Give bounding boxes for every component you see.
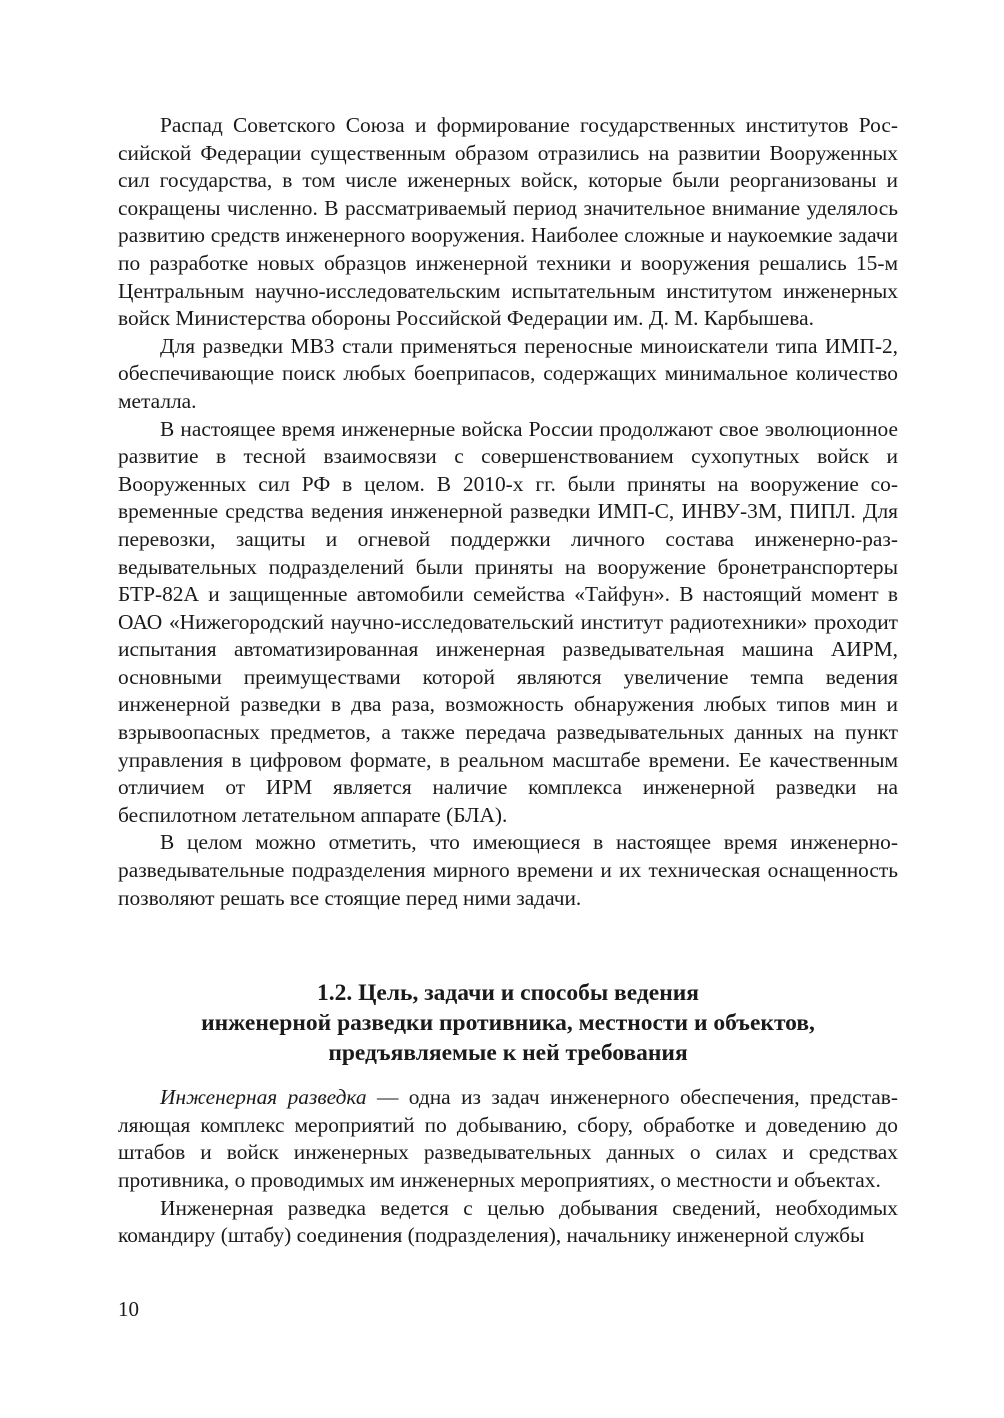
page-content	[118, 112, 898, 1250]
body-paragraph-2: Для разведки МВЗ стали применяться переносные миноискатели типа ИМП-2, обеспечивающие поиск любых боеприпасов, содержащих минимальное количество металла.	[118, 333, 898, 413]
definition-paragraph	[118, 1084, 898, 1194]
definition-term: Инженерная разведка	[160, 1085, 367, 1110]
section-heading-line-2: инженерной разведки противника, местности и объектов,	[201, 1010, 815, 1037]
definition-text: — одна из задач инженерного обеспечения, представляющая комплекс мероприятий по добыванию, сбору, обработке и доведению до штабов и войск инженерных разведывательных данных о силах и средствах противника, о проводимых им инженерных мероприятиях, о местности и объектах.	[118, 1085, 898, 1192]
section-paragraph-2: Инженерная разведка ведется с целью добывания сведений, необходимых командиру (штабу) соединения (подразделения), начальнику инженерной службы	[118, 1195, 898, 1248]
body-paragraph-3: В настоящее время инженерные войска России продолжают свое эволюционное развитие в тесной взаимосвязи с совершенствованием сухопутных войск и Вооруженных сил РФ в целом. В 2010-х гг. были приняты на вооружение современные средства ведения инженерной разведки ИМП-С, ИНВУ-3М, ПИПЛ. Для перевозки, защиты и огневой поддержки личного состава инженерно-разведывательных подразделений были приняты на вооружение бронетранспортеры БТР-82А и защищенные автомобили семейства «Тайфун». В настоящий момент в ОАО «Нижегородский научно-исследовательский институт радиотехники» проходит испытания автоматизированная инженерная разведывательная машина АИРМ, основными преимуществами которой являются увеличение темпа ведения инженерной разведки в два раза, возможность обнаружения любых типов мин и взрывоопасных предметов, а также передача разведывательных данных на пункт управления в цифровом формате, в реальном масштабе времени. Ее качественным отличием от ИРМ является наличие комплекса инженерной разведки на беспилотном летательном аппарате (БЛА).	[118, 416, 898, 827]
page-number: 10	[118, 1297, 139, 1321]
section-body	[118, 1084, 898, 1250]
section-heading-line-3: предъявляемые к ней требования	[328, 1040, 688, 1067]
body-paragraph-4: В целом можно отметить, что имеющиеся в настоящее время инженерно-разведывательные подразделения мирного времени и их техническая оснащенность позволяют решать все стоящие перед ними задачи.	[118, 830, 898, 910]
body-paragraph-1: Распад Советского Союза и формирование государственных институтов Российской Федерации существенным образом отразились на развитии Вооруженных сил государства, в том числе иженерных войск, которые были реорганизованы и сокращены численно. В рассматриваемый период значительное внимание уделялось развитию средств инженерного вооружения. Наиболее сложные и наукоемкие задачи по разработке новых образцов инженерной техники и вооружения решались 15-м Центральным научно-исследовательским испытательным институтом инженерных войск Министерства обороны Российской Федерации им. Д. М. Карбышева.	[118, 113, 898, 331]
section-heading-line-1: 1.2. Цель, задачи и способы ведения	[317, 980, 699, 1007]
section-heading	[118, 978, 898, 1068]
